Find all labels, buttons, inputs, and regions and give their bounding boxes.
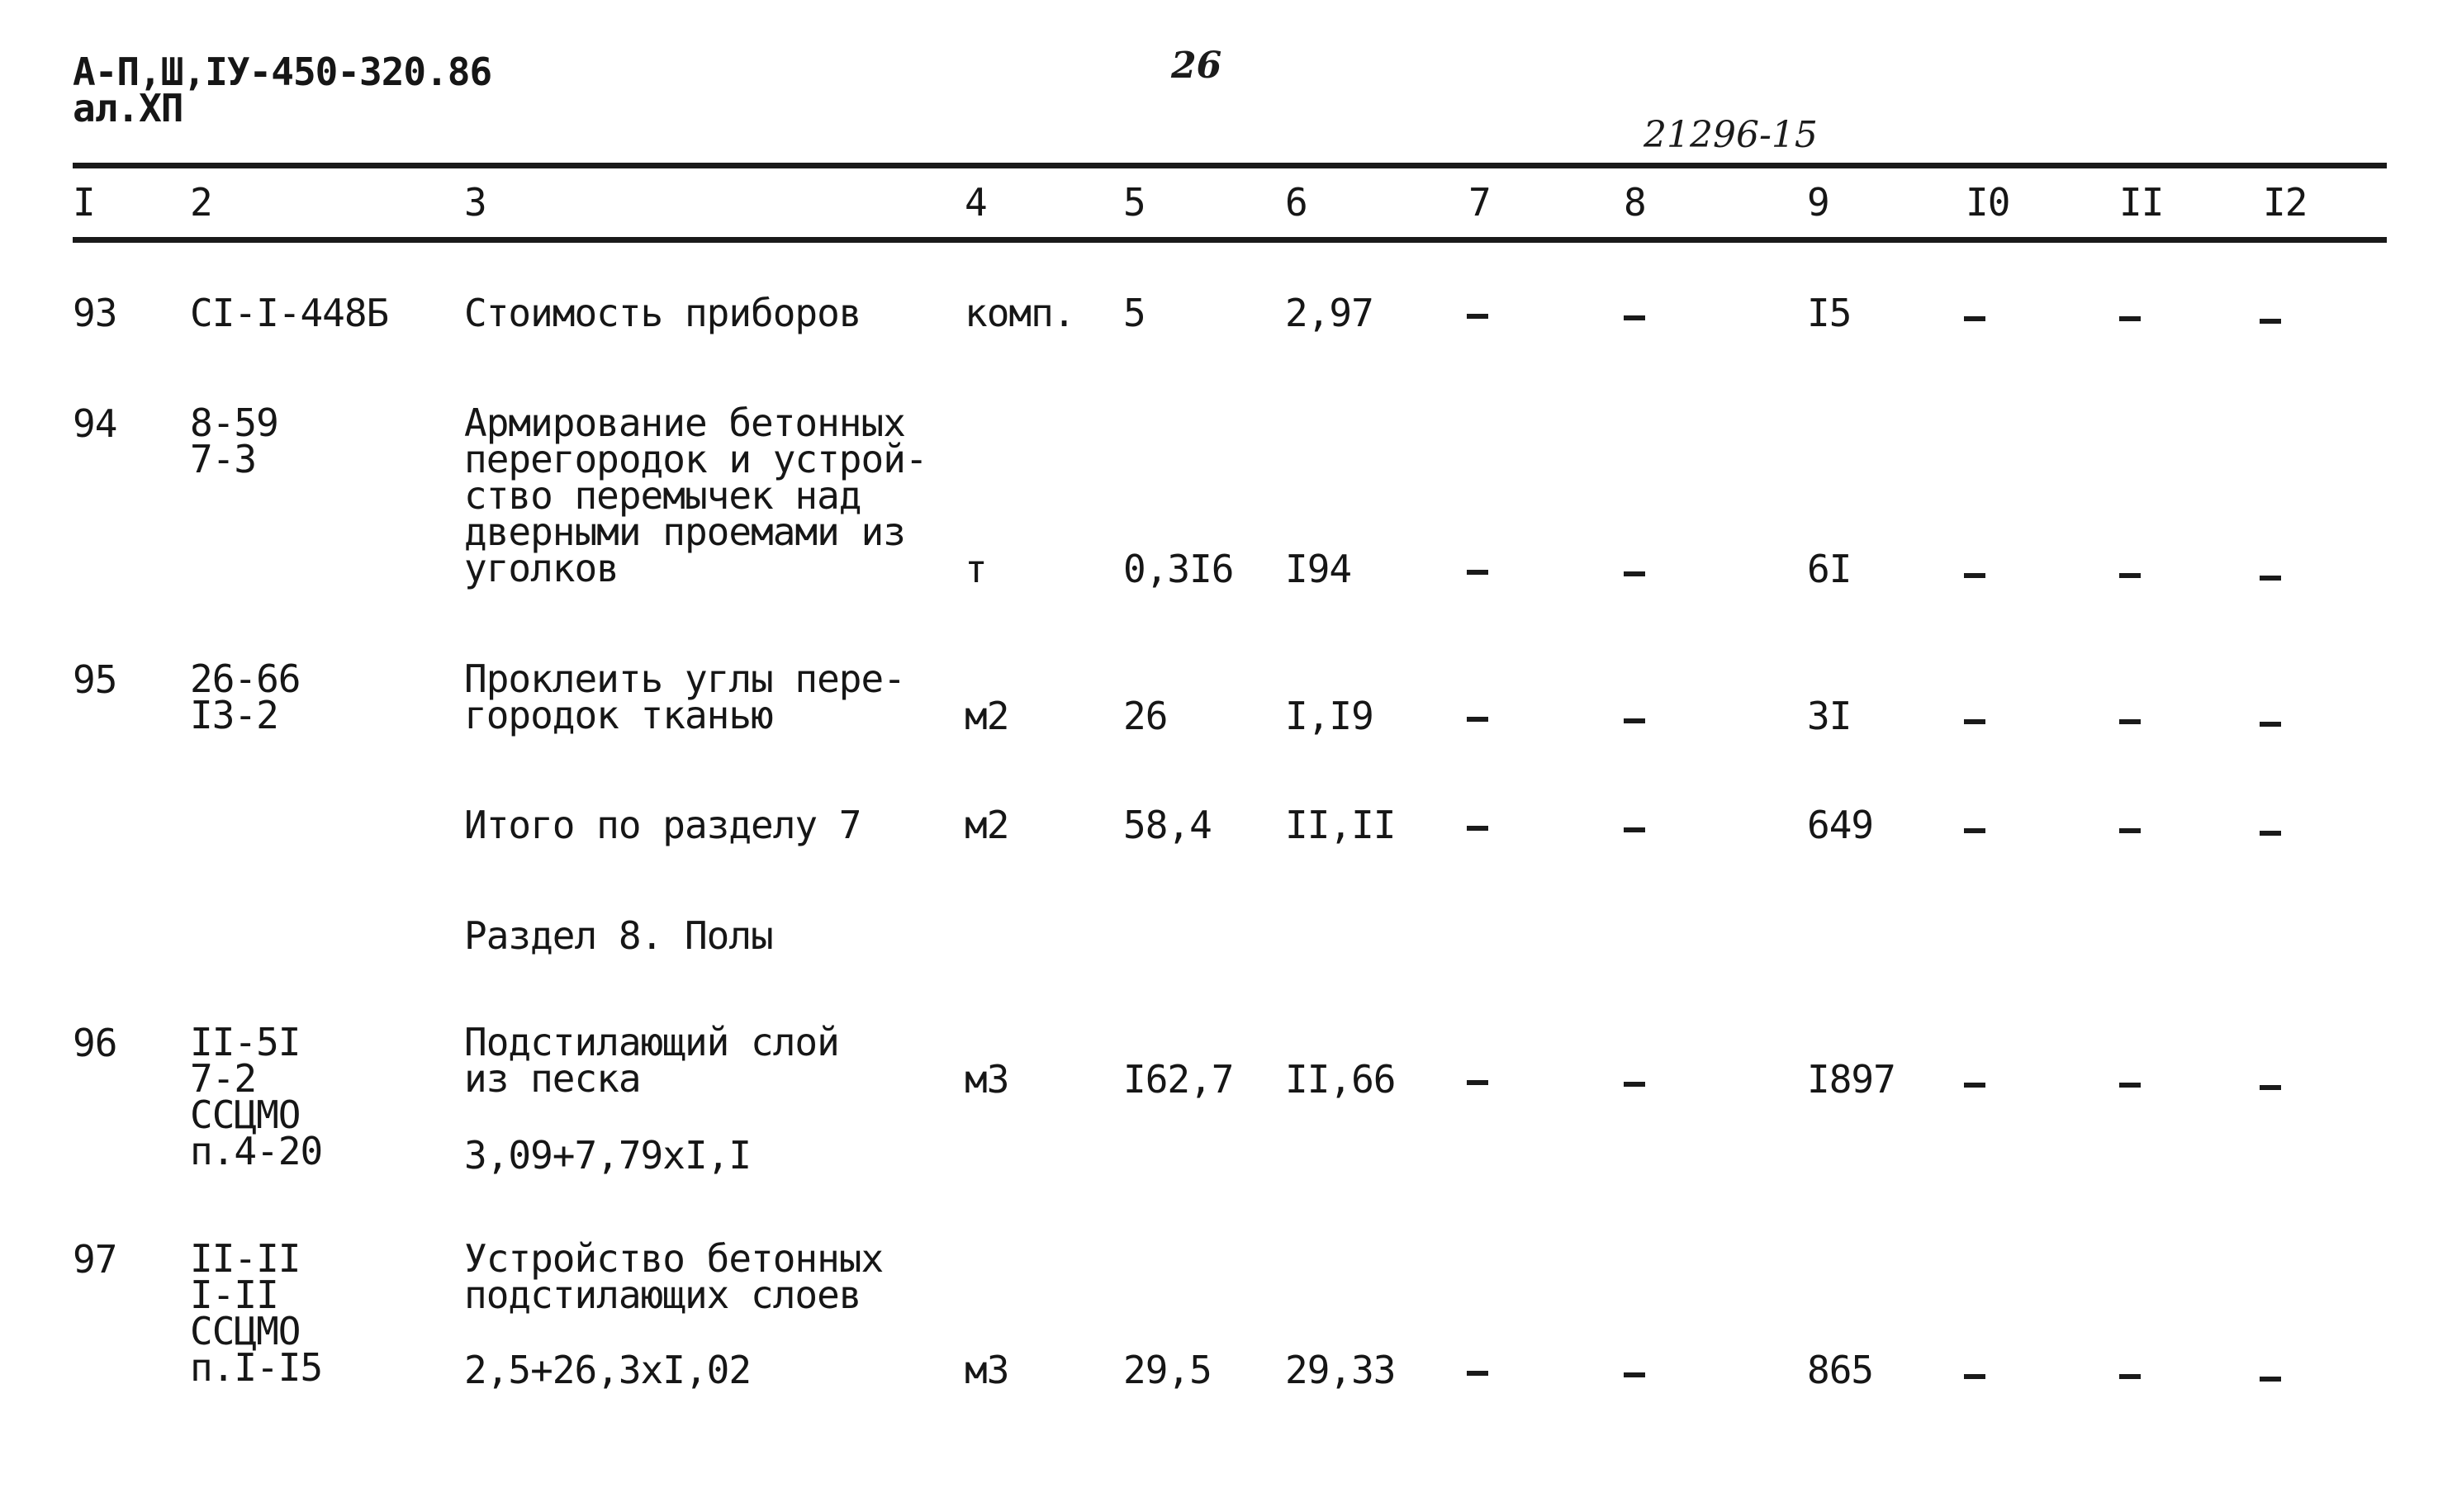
dash xyxy=(1467,314,1488,319)
sheet-number: ал.ХП xyxy=(73,86,183,130)
column-header: II xyxy=(2119,180,2164,225)
quantity: 26 xyxy=(1123,694,1168,738)
dash xyxy=(1964,316,1985,321)
unit: м2 xyxy=(965,694,1009,738)
work-description: Подстилающий слой из песка xyxy=(464,1020,839,1101)
column-header: I xyxy=(73,180,95,225)
dash xyxy=(2260,576,2281,581)
work-description: Устройство бетонных подстилающих слоев xyxy=(464,1236,884,1317)
column-header: 9 xyxy=(1807,180,1829,225)
dash xyxy=(1467,717,1488,722)
total-cost: 6I xyxy=(1807,547,1852,591)
dash xyxy=(2119,828,2141,833)
header-top-rule xyxy=(73,163,2387,168)
total-cost: 865 xyxy=(1807,1348,1874,1392)
column-header: I0 xyxy=(1966,180,2010,225)
column-header: 7 xyxy=(1468,180,1491,225)
unit-price: II,II xyxy=(1285,803,1396,847)
dash xyxy=(2119,316,2141,321)
dash xyxy=(1624,1082,1645,1087)
dash xyxy=(2260,831,2281,836)
unit-price: II,66 xyxy=(1285,1057,1396,1102)
rate-code: 26-66 I3-2 xyxy=(190,656,301,737)
handwritten-reference: 21296-15 xyxy=(1644,114,1818,156)
quantity: 58,4 xyxy=(1123,803,1212,847)
document-code: А-П,Ш,IУ-450-320.86 xyxy=(73,50,492,94)
page-number: 26 xyxy=(1171,45,1222,87)
dash xyxy=(1624,315,1645,320)
volume-formula: 2,5+26,3хI,02 xyxy=(464,1348,752,1392)
rate-code: II-5I 7-2 ССЦМО п.4-20 xyxy=(190,1020,323,1173)
row-number: 94 xyxy=(73,401,117,446)
row-number: 96 xyxy=(73,1021,117,1065)
total-cost: 3I xyxy=(1807,694,1852,738)
work-description: Проклеить углы пере- городок тканью xyxy=(464,656,905,737)
unit-price: 2,97 xyxy=(1285,291,1373,335)
dash xyxy=(2260,1377,2281,1382)
quantity: I62,7 xyxy=(1123,1057,1234,1102)
unit-price: 29,33 xyxy=(1285,1348,1396,1392)
unit: комп. xyxy=(965,291,1075,335)
dash xyxy=(1964,719,1985,724)
dash xyxy=(2119,719,2141,724)
work-description: Стоимость приборов xyxy=(464,291,861,335)
header-bottom-rule xyxy=(73,237,2387,243)
rate-code: 8-59 7-3 xyxy=(190,401,278,481)
rate-code: II-II I-II ССЦМО п.I-I5 xyxy=(190,1236,323,1390)
subtotal-label: Итого по разделу 7 xyxy=(464,803,861,847)
dash xyxy=(1624,718,1645,723)
column-header: 2 xyxy=(190,180,212,225)
dash xyxy=(1964,1083,1985,1088)
dash xyxy=(1467,570,1488,575)
row-number: 97 xyxy=(73,1237,117,1282)
unit-price: I94 xyxy=(1285,547,1352,591)
column-header: 6 xyxy=(1285,180,1307,225)
unit-price: I,I9 xyxy=(1285,694,1373,738)
column-header: 8 xyxy=(1624,180,1646,225)
dash xyxy=(2260,1085,2281,1090)
total-cost: I5 xyxy=(1807,291,1852,335)
rate-code: СI-I-448Б xyxy=(190,291,389,335)
dash xyxy=(1624,827,1645,832)
column-header: 3 xyxy=(464,180,486,225)
dash xyxy=(1964,828,1985,833)
row-number: 95 xyxy=(73,657,117,702)
row-number: 93 xyxy=(73,291,117,335)
dash xyxy=(1467,1371,1488,1376)
volume-formula: 3,09+7,79хI,I xyxy=(464,1133,752,1178)
section-heading: Раздел 8. Полы xyxy=(464,913,773,958)
unit: м3 xyxy=(965,1057,1009,1102)
total-cost: I897 xyxy=(1807,1057,1895,1102)
column-header: I2 xyxy=(2263,180,2308,225)
quantity: 0,3I6 xyxy=(1123,547,1234,591)
unit: м3 xyxy=(965,1348,1009,1392)
dash xyxy=(2119,1374,2141,1379)
dash xyxy=(2260,319,2281,324)
dash xyxy=(1624,571,1645,576)
total-cost: 649 xyxy=(1807,803,1874,847)
quantity: 29,5 xyxy=(1123,1348,1212,1392)
dash xyxy=(2260,722,2281,727)
dash xyxy=(1964,1374,1985,1379)
dash xyxy=(1964,573,1985,578)
unit: м2 xyxy=(965,803,1009,847)
dash xyxy=(1624,1372,1645,1377)
column-header: 5 xyxy=(1123,180,1145,225)
unit: т xyxy=(965,547,987,591)
dash xyxy=(2119,573,2141,578)
dash xyxy=(1467,1080,1488,1085)
column-header: 4 xyxy=(965,180,987,225)
dash xyxy=(2119,1083,2141,1088)
work-description: Армирование бетонных перегородок и устрой- ство перемычек над дверными проемами из уголков xyxy=(464,401,927,590)
quantity: 5 xyxy=(1123,291,1145,335)
dash xyxy=(1467,826,1488,831)
